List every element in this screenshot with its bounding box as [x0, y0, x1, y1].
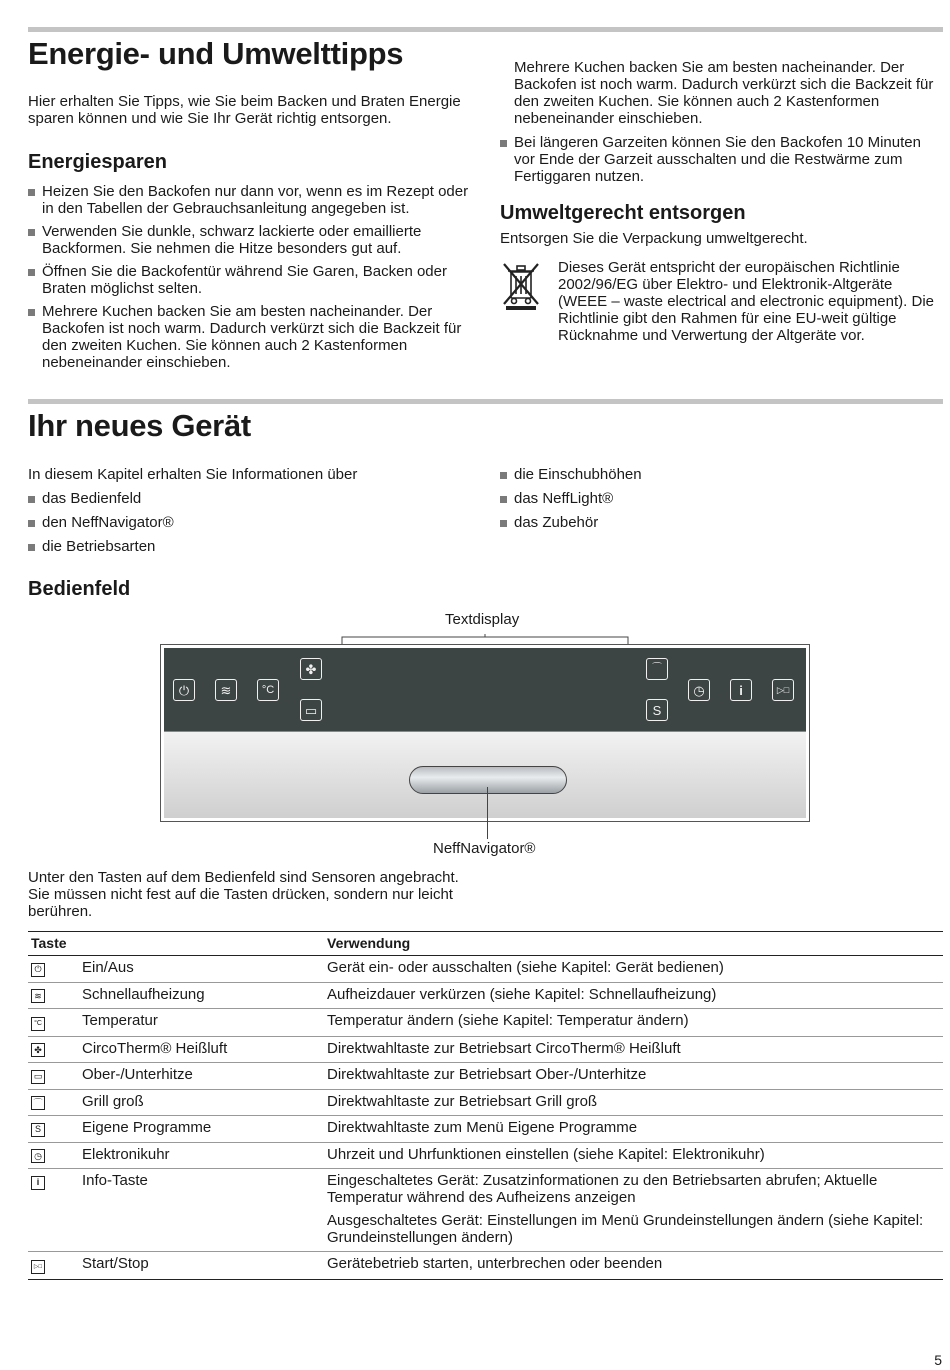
list-item: Mehrere Kuchen backen Sie am besten nacheinander. Der Backofen ist noch warm. Dadurch verkürzt sich die Backzeit für den zweiten Kuchen. Sie können auch 2 Kastenformen nebeneinander einschieben.	[28, 303, 473, 337]
clock-key-icon: ◷	[688, 679, 710, 701]
col-header-verwendung: Verwendung	[324, 932, 943, 956]
key-usage: Direktwahltaste zur Betriebsart CircoTherm® Heißluft	[324, 1036, 943, 1063]
key-name: Grill groß	[79, 1089, 324, 1116]
navigator-leader-line	[487, 787, 488, 839]
start-stop-icon: ▷□	[31, 1260, 45, 1274]
table-row	[28, 1169, 943, 1252]
rapid-heat-key-icon: ≋	[215, 679, 237, 701]
callout-neffnavigator: NeffNavigator®	[433, 840, 536, 857]
table-row	[28, 1116, 943, 1143]
topics-list-left	[28, 490, 473, 562]
sensor-note: Unter den Tasten auf dem Bedienfeld sind Sensoren angebracht. Sie müssen nicht fest auf die Tasten drücken, sondern nur leicht berühren.	[28, 869, 459, 920]
list-item: Öffnen Sie die Backofentür während Sie Garen, Backen oder Braten möglichst selten.	[28, 263, 473, 297]
own-programs-key-icon: S	[646, 699, 668, 721]
intro-text: Hier erhalten Sie Tipps, wie Sie beim Backen und Braten Energie sparen können und wie Sie Ihr Gerät richtig entsorgen.	[28, 93, 461, 127]
temperature-key-icon: °C	[257, 679, 279, 701]
heading-energiesparen: Energiesparen	[28, 151, 167, 173]
key-usage-table	[28, 931, 943, 1280]
key-usage: Gerätebetrieb starten, unterbrechen oder beenden	[324, 1252, 943, 1280]
key-name: CircoTherm® Heißluft	[79, 1036, 324, 1063]
list-item: Heizen Sie den Backofen nur dann vor, wenn es im Rezept oder in den Tabellen der Gebrauchsanleitung angegeben ist.	[28, 183, 473, 217]
key-usage: Uhrzeit und Uhrfunktionen einstellen (siehe Kapitel: Elektronikuhr)	[324, 1142, 943, 1169]
list-item: die Betriebsarten	[28, 538, 473, 555]
power-key-icon: ⏻	[173, 679, 195, 701]
key-name: Ober-/Unterhitze	[79, 1063, 324, 1090]
list-item-continuation: Mehrere Kuchen backen Sie am besten nacheinander. Der Backofen ist noch warm. Dadurch verkürzt sich die Backzeit für den zweiten Kuchen. Sie können auch 2 Kastenformen nebeneinander einschieben.	[514, 59, 934, 127]
list-item: das Bedienfeld	[28, 490, 473, 507]
key-name: Eigene Programme	[79, 1116, 324, 1143]
table-row	[28, 1252, 943, 1280]
fan-key-icon: ✤	[300, 658, 322, 680]
section-rule	[28, 399, 943, 404]
key-name: Ein/Aus	[79, 956, 324, 983]
disposal-text: Entsorgen Sie die Verpackung umweltgerecht.	[500, 230, 808, 247]
energy-tip-continued	[514, 59, 944, 127]
list-item: Bei längeren Garzeiten können Sie den Backofen 10 Minuten vor Ende der Garzeit ausschalten und die Restwärme zum Fertiggaren nutzen.	[500, 134, 944, 185]
top-bottom-heat-icon: ▭	[31, 1070, 45, 1084]
list-item: den NeffNavigator®	[28, 514, 473, 531]
fan-icon: ✤	[31, 1043, 45, 1057]
list-item: das Zubehör	[500, 514, 944, 531]
key-name: Schnellaufheizung	[79, 982, 324, 1009]
list-item: Verwenden Sie dunkle, schwarz lackierte oder emaillierte Backformen. Sie nehmen die Hitze besonders gut auf.	[28, 223, 473, 257]
key-usage: Aufheizdauer verkürzen (siehe Kapitel: Schnellaufheizung)	[324, 982, 943, 1009]
table-row	[28, 1063, 943, 1090]
control-panel-illustration	[160, 644, 810, 822]
table-header-row	[28, 932, 943, 956]
weee-text: Dieses Gerät entspricht der europäischen Richtlinie 2002/96/EG über Elektro- und Elektronik-Altgeräte (WEEE – waste electrical and electronic equipment). Die Richtlinie gibt den Rahmen für eine EU-weit gültige Rücknahme und Verwertung der Altgeräte vor.	[558, 259, 934, 344]
list-item: das NeffLight®	[500, 490, 944, 507]
key-name: Info-Taste	[79, 1169, 324, 1252]
heading-bedienfeld: Bedienfeld	[28, 578, 131, 600]
table-row	[28, 982, 943, 1009]
key-usage: Direktwahltaste zur Betriebsart Ober-/Unterhitze	[324, 1063, 943, 1090]
key-name: Temperatur	[79, 1009, 324, 1037]
power-icon: ⏻	[31, 963, 45, 977]
temperature-icon: °C	[31, 1017, 45, 1031]
key-usage: Direktwahltaste zur Betriebsart Grill groß	[324, 1089, 943, 1116]
weee-bin-icon	[500, 260, 542, 310]
key-usage: Gerät ein- oder ausschalten (siehe Kapitel: Gerät bedienen)	[324, 956, 943, 983]
table-row	[28, 1089, 943, 1116]
grill-key-icon: ⌒	[646, 658, 668, 680]
top-bottom-heat-key-icon: ▭	[300, 699, 322, 721]
table-row	[28, 1036, 943, 1063]
key-name: Start/Stop	[79, 1252, 324, 1280]
usage-line: Ausgeschaltetes Gerät: Einstellungen im Menü Grundeinstellungen ändern (siehe Kapitel: Grundeinstellungen ändern)	[327, 1212, 924, 1246]
info-key-icon: i	[730, 679, 752, 701]
own-programs-icon: S	[31, 1123, 45, 1137]
chapter-intro: In diesem Kapitel erhalten Sie Informationen über	[28, 466, 358, 483]
energy-tips-list-right	[500, 134, 944, 191]
grill-icon: ⌒	[31, 1096, 45, 1110]
key-usage: Direktwahltaste zum Menü Eigene Programme	[324, 1116, 943, 1143]
topics-list-right	[500, 466, 944, 538]
table-row	[28, 956, 943, 983]
col-header-taste: Taste	[28, 932, 324, 956]
table-row	[28, 1009, 943, 1037]
key-name: Elektronikuhr	[79, 1142, 324, 1169]
table-row	[28, 1142, 943, 1169]
panel-display-area	[164, 648, 806, 731]
panel-lower-area	[164, 731, 806, 818]
key-usage	[324, 1169, 943, 1252]
list-item: die Einschubhöhen	[500, 466, 944, 483]
neffnavigator-knob	[409, 766, 567, 794]
section-title-device: Ihr neues Gerät	[28, 408, 251, 443]
section-title-energy: Energie- und Umwelttipps	[28, 36, 404, 71]
info-icon: i	[31, 1176, 45, 1190]
start-stop-key-icon: ▷□	[772, 679, 794, 701]
section-rule	[28, 27, 943, 32]
heading-entsorgen: Umweltgerecht entsorgen	[500, 202, 746, 224]
rapid-heat-icon: ≋	[31, 989, 45, 1003]
usage-line: Eingeschaltetes Gerät: Zusatzinformationen zu den Betriebsarten abrufen; Aktuelle Temperatur während des Aufheizens anzeigen	[327, 1172, 878, 1206]
energy-tips-list-left	[28, 183, 473, 371]
clock-icon: ◷	[31, 1149, 45, 1163]
page-number: 5	[934, 1352, 942, 1368]
callout-textdisplay: Textdisplay	[445, 611, 520, 628]
key-usage: Temperatur ändern (siehe Kapitel: Temperatur ändern)	[324, 1009, 943, 1037]
